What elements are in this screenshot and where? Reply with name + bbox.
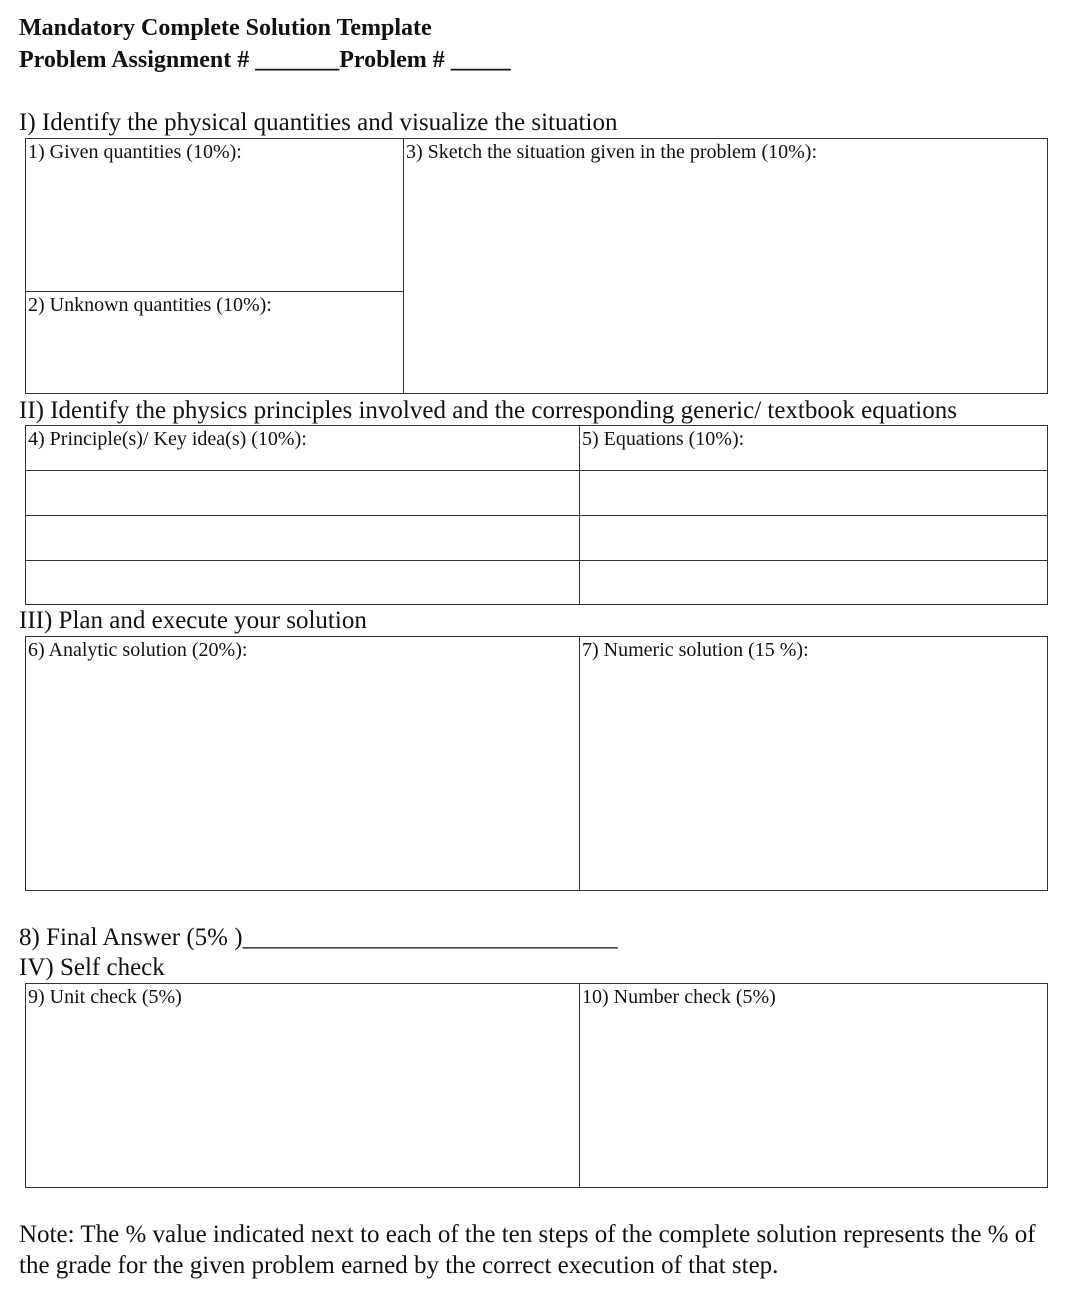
sketch-box[interactable] (403, 138, 1048, 394)
unit-check-label: 9) Unit check (5%) (28, 986, 182, 1008)
equations-row-4[interactable] (579, 560, 1048, 605)
unknown-quantities-box[interactable] (25, 291, 404, 394)
document-title: Mandatory Complete Solution Template (19, 15, 432, 41)
principles-row-1[interactable] (25, 425, 580, 471)
given-quantities-label: 1) Given quantities (10%): (28, 141, 242, 163)
grading-note: Note: The % value indicated next to each of the ten steps of the complete solution represents the % of the grade for the given problem earned by the correct execution of that step. (19, 1221, 1036, 1279)
equations-label: 5) Equations (10%): (582, 428, 745, 450)
analytic-solution-label: 6) Analytic solution (20%): (28, 639, 248, 661)
principles-row-3[interactable] (25, 515, 580, 561)
section-1-heading: I) Identify the physical quantities and visualize the situation (19, 109, 618, 136)
section-4-heading: IV) Self check (19, 954, 165, 981)
equations-row-1[interactable] (579, 425, 1048, 471)
number-check-box[interactable] (579, 983, 1048, 1188)
unit-check-box[interactable] (25, 983, 580, 1188)
number-check-label: 10) Number check (5%) (582, 986, 776, 1008)
analytic-solution-box[interactable] (25, 636, 580, 891)
equations-row-3[interactable] (579, 515, 1048, 561)
principles-row-4[interactable] (25, 560, 580, 605)
numeric-solution-label: 7) Numeric solution (15 %): (582, 639, 809, 661)
sketch-label: 3) Sketch the situation given in the problem (10%): (406, 141, 818, 163)
final-answer-line: 8) Final Answer (5% )______________________________ (19, 924, 618, 951)
numeric-solution-box[interactable] (579, 636, 1048, 891)
section-3-heading: III) Plan and execute your solution (19, 607, 367, 634)
equations-row-2[interactable] (579, 470, 1048, 516)
principles-row-2[interactable] (25, 470, 580, 516)
given-quantities-box[interactable] (25, 138, 404, 292)
unknown-quantities-label: 2) Unknown quantities (10%): (28, 294, 272, 316)
section-2-heading: II) Identify the physics principles involved and the corresponding generic/ textbook equations (19, 397, 957, 424)
principles-label: 4) Principle(s)/ Key idea(s) (10%): (28, 428, 307, 450)
assignment-line: Problem Assignment # _______Problem # _____ (19, 47, 511, 73)
